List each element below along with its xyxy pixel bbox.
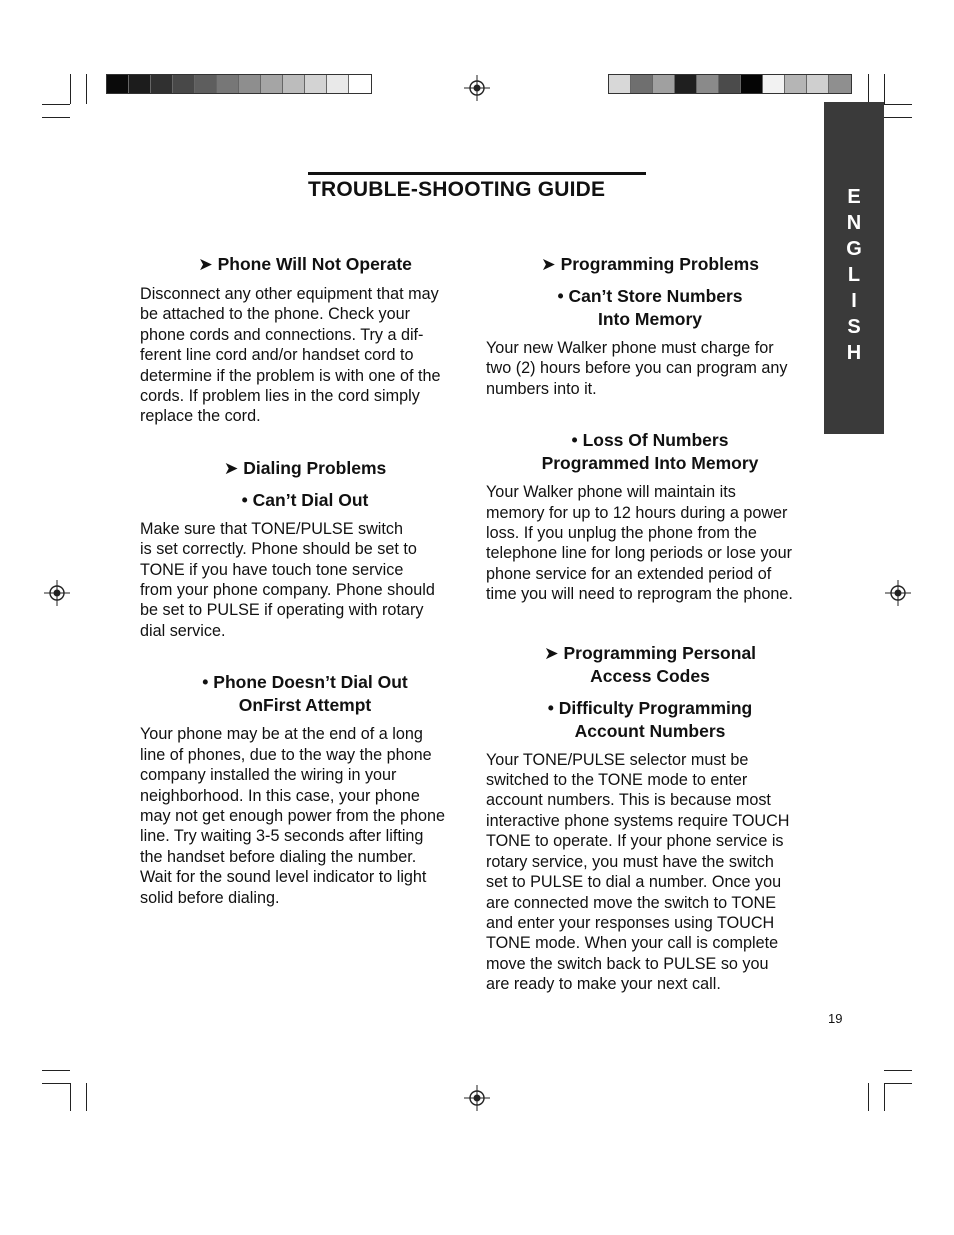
tab-letter: H xyxy=(846,342,862,364)
text-line: loss. If you unplug the phone from the xyxy=(486,524,757,543)
text-line: line of phones, due to the way the phone xyxy=(140,745,432,764)
tab-letter: L xyxy=(847,264,861,286)
text-line: TONE to operate. If your phone service is xyxy=(486,832,784,851)
color-swatch xyxy=(349,75,371,93)
color-swatch xyxy=(327,75,349,93)
tab-letter: I xyxy=(851,290,857,312)
color-swatch xyxy=(609,75,631,93)
subsection-heading: • Can’t Store Numbers Into Memory xyxy=(557,286,743,329)
text-line: be set to PULSE if operating with rotary xyxy=(140,601,424,620)
tab-letter: N xyxy=(846,212,862,234)
text-line: set to PULSE to dial a number. Once you xyxy=(486,873,782,892)
text-line: the handset before dialing the number. xyxy=(140,847,417,866)
page-number: 19 xyxy=(828,1011,843,1026)
subsection-heading: • Phone Doesn’t Dial Out OnFirst Attempt xyxy=(202,672,408,716)
text-line: interactive phone systems require TOUCH xyxy=(486,811,790,830)
text-line: ferent line cord and/or handset cord to xyxy=(140,346,414,365)
subsection-heading: • Can’t Dial Out xyxy=(241,489,369,510)
text-line: Your phone may be at the end of a long xyxy=(140,725,423,744)
text-line: solid before dialing. xyxy=(140,888,280,907)
registration-mark-icon xyxy=(885,580,911,606)
grayscale-bar-right xyxy=(608,74,852,94)
text-line: time you will need to reprogram the phone. xyxy=(486,585,793,604)
text-line: memory for up to 12 hours during a power xyxy=(486,503,788,522)
text-line: be attached to the phone. Check your xyxy=(140,305,410,324)
paragraph xyxy=(486,482,814,604)
color-swatch xyxy=(675,75,697,93)
text-line: are ready to make your next call. xyxy=(486,975,721,994)
text-line: TONE mode. When your call is complete xyxy=(486,934,779,953)
color-swatch xyxy=(195,75,217,93)
section-heading: ➤ Dialing Problems xyxy=(223,457,387,478)
tab-letter: S xyxy=(847,316,861,338)
color-swatch xyxy=(829,75,851,93)
color-swatch xyxy=(239,75,261,93)
page-title: TROUBLE-SHOOTING GUIDE xyxy=(308,178,606,201)
text-line: numbers into it. xyxy=(486,379,597,398)
text-line: neighborhood. In this case, your phone xyxy=(140,786,420,805)
text-line: telephone line for long periods or lose your xyxy=(486,544,792,563)
paragraph xyxy=(140,519,470,641)
text-line: rotary service, you must have the switch xyxy=(486,852,774,871)
color-swatch xyxy=(763,75,785,93)
text-line: Wait for the sound level indicator to light xyxy=(140,868,427,887)
color-swatch xyxy=(217,75,239,93)
text-line: is set correctly. Phone should be set to xyxy=(140,540,417,559)
text-line: cords. If problem lies in the cord simply xyxy=(140,387,420,406)
subsection-heading: • Difficulty Programming Account Numbers xyxy=(547,697,753,741)
color-swatch xyxy=(107,75,129,93)
section-heading: ➤ Phone Will Not Operate xyxy=(198,254,412,274)
text-line: two (2) hours before you can program any xyxy=(486,359,788,378)
registration-mark-icon xyxy=(44,580,70,606)
color-swatch xyxy=(741,75,763,93)
arrow-icon: ➤ xyxy=(541,254,556,274)
color-swatch xyxy=(261,75,283,93)
text-line: company installed the wiring in your xyxy=(140,766,397,785)
text-line: switched to the TONE mode to enter xyxy=(486,771,748,790)
tab-letter: E xyxy=(847,186,861,208)
section-heading: ➤ Programming Personal Access Codes xyxy=(543,642,757,686)
arrow-icon: ➤ xyxy=(543,642,559,663)
text-line: line. Try waiting 3-5 seconds after lifting xyxy=(140,827,424,846)
paragraph xyxy=(140,284,470,427)
color-swatch xyxy=(697,75,719,93)
registration-mark-icon xyxy=(464,1085,490,1111)
bullet: • xyxy=(557,286,564,306)
text-line: from your phone company. Phone should xyxy=(140,581,435,600)
text-line: may not get enough power from the phone xyxy=(140,806,446,825)
text-line: phone cords and connections. Try a dif- xyxy=(140,325,424,344)
color-swatch xyxy=(719,75,741,93)
color-swatch xyxy=(305,75,327,93)
paragraph xyxy=(486,338,814,399)
left-column xyxy=(140,253,470,908)
bullet: • xyxy=(571,430,578,451)
text-line: and enter your responses using TOUCH xyxy=(486,913,775,932)
language-tab xyxy=(824,102,884,434)
color-swatch xyxy=(283,75,305,93)
color-swatch xyxy=(151,75,173,93)
text-line: Your TONE/PULSE selector must be xyxy=(486,750,749,769)
color-swatch xyxy=(785,75,807,93)
bullet: • xyxy=(202,672,209,693)
color-swatch xyxy=(653,75,675,93)
color-swatch xyxy=(807,75,829,93)
text-line: Your new Walker phone must charge for xyxy=(486,339,774,357)
text-line: TONE if you have touch tone service xyxy=(140,560,404,579)
arrow-icon: ➤ xyxy=(223,457,239,478)
title-rule xyxy=(308,172,646,175)
grayscale-bar-left xyxy=(106,74,372,94)
text-line: move the switch back to PULSE so you xyxy=(486,954,769,973)
color-swatch xyxy=(129,75,151,93)
color-swatch xyxy=(631,75,653,93)
text-line: account numbers. This is because most xyxy=(486,791,771,810)
text-line: replace the cord. xyxy=(140,407,261,426)
subsection-heading: • Loss Of Numbers Programmed Into Memory xyxy=(541,430,759,474)
registration-mark-icon xyxy=(464,75,490,101)
bullet: • xyxy=(547,697,554,718)
paragraph xyxy=(140,724,470,908)
bullet: • xyxy=(241,489,248,510)
text-line: Disconnect any other equipment that may xyxy=(140,285,439,303)
text-line: Make sure that TONE/PULSE switch xyxy=(140,519,403,538)
text-line: determine if the problem is with one of the xyxy=(140,366,441,385)
right-column xyxy=(486,253,814,995)
color-swatch xyxy=(173,75,195,93)
paragraph xyxy=(486,750,814,995)
text-line: Your Walker phone will maintain its xyxy=(486,483,736,502)
tab-letter: G xyxy=(846,238,862,260)
text-line: phone service for an extended period of xyxy=(486,564,772,583)
arrow-icon: ➤ xyxy=(198,254,213,274)
section-heading: ➤ Programming Problems xyxy=(541,254,759,274)
language-tab-letters xyxy=(824,184,884,366)
text-line: are connected move the switch to TONE xyxy=(486,893,777,912)
text-line: dial service. xyxy=(140,621,226,640)
